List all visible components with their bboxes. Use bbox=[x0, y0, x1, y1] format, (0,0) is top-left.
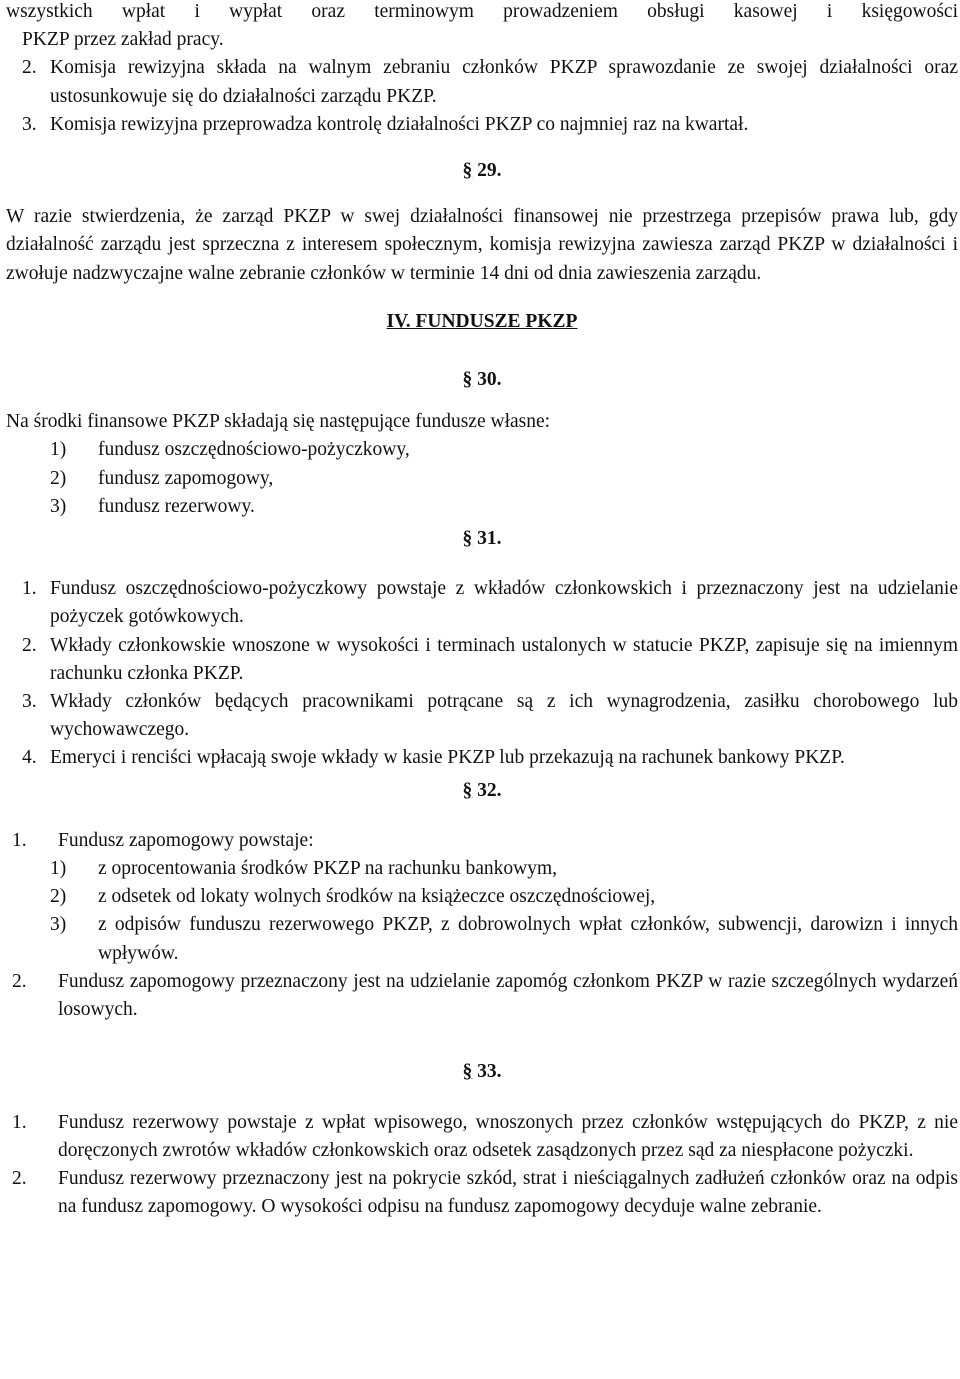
paragraph-symbol: § bbox=[462, 369, 473, 391]
item-text: Fundusz oszczędnościowo-pożyczkowy powstaje z wkładów członkowskich i przeznaczony jest na udzielanie pożyczek gotówkowych. bbox=[50, 578, 958, 628]
item-text: Komisja rewizyjna przeprowadza kontrolę działalności PKZP co najmniej raz na kwartał. bbox=[50, 113, 749, 135]
section-heading-33 bbox=[6, 1058, 958, 1086]
sub-list-item bbox=[6, 911, 958, 967]
section-number: 31. bbox=[477, 528, 502, 550]
item-number: 2. bbox=[12, 1167, 27, 1189]
list-item bbox=[6, 744, 958, 772]
item-text: Fundusz rezerwowy przeznaczony jest na pokrycie szkód, strat i nieściągalnych zadłużeń członków oraz na odpis na fundusz zapomogowy. O wysokości odpisu na fundusz zapomogowy decyduje walne zebranie. bbox=[58, 1167, 958, 1218]
section-heading-30 bbox=[6, 366, 958, 394]
item-text: Wkłady członkowskie wnoszone w wysokości i terminach ustalonych w statucie PKZP, zapisuje się na imiennym rachunku członka PKZP. bbox=[50, 634, 958, 684]
section-number: 29. bbox=[477, 160, 502, 182]
paragraph-symbol: § bbox=[462, 528, 473, 550]
section-heading-31 bbox=[6, 525, 958, 553]
paragraph-symbol: § bbox=[462, 779, 473, 801]
item-number: 3. bbox=[22, 113, 37, 135]
list-item bbox=[6, 493, 958, 521]
continuation-line-2: PKZP przez zakład pracy. bbox=[22, 29, 224, 51]
item-number: 2) bbox=[50, 467, 67, 489]
sub-list-item bbox=[6, 855, 958, 883]
document-page bbox=[6, 0, 958, 1221]
item-text: fundusz zapomogowy, bbox=[98, 467, 274, 489]
list-item bbox=[6, 1109, 958, 1165]
paragraph-symbol: § bbox=[462, 160, 473, 182]
continuation-line-1: wszystkich wpłat i wypłat oraz terminowym prowadzeniem obsługi kasowej i księgowości bbox=[6, 1, 958, 22]
item-text: z odpisów funduszu rezerwowego PKZP, z dobrowolnych wpłat członków, subwencji, darowizn i innych wpływów. bbox=[98, 914, 958, 964]
list-item bbox=[6, 111, 958, 139]
item-number: 1. bbox=[22, 578, 37, 600]
item-number: 2. bbox=[22, 634, 37, 656]
item-text: Fundusz zapomogowy powstaje: bbox=[58, 829, 314, 851]
section-number: 33. bbox=[477, 1061, 502, 1083]
item-number: 1. bbox=[12, 829, 27, 851]
section-number: 30. bbox=[477, 369, 502, 391]
list-item bbox=[6, 465, 958, 493]
list-item bbox=[6, 436, 958, 464]
paragraph-symbol: § bbox=[462, 1061, 473, 1083]
item-number: 1) bbox=[50, 439, 67, 461]
item-number: 3) bbox=[50, 495, 67, 517]
item-text: Emeryci i renciści wpłacają swoje wkłady w kasie PKZP lub przekazują na rachunek bankowy PKZP. bbox=[50, 747, 845, 769]
list-item bbox=[6, 688, 958, 744]
section-heading-32 bbox=[6, 777, 958, 805]
item-text: fundusz oszczędnościowo-pożyczkowy, bbox=[98, 439, 410, 461]
item-text: Fundusz zapomogowy przeznaczony jest na udzielanie zapomóg członkom PKZP w razie szczególnych wydarzeń losowych. bbox=[58, 970, 958, 1021]
item-text: fundusz rezerwowy. bbox=[98, 495, 255, 517]
item-text: z odsetek od lokaty wolnych środków na książeczce oszczędnościowej, bbox=[98, 886, 656, 908]
item-text: Komisja rewizyjna składa na walnym zebraniu członków PKZP sprawozdanie ze swojej działalności oraz ustosunkowuje się do działalności zarządu PKZP. bbox=[50, 57, 958, 107]
list-item bbox=[6, 1165, 958, 1221]
chapter-title: IV. FUNDUSZE PKZP bbox=[386, 310, 578, 332]
item-number: 1) bbox=[50, 858, 67, 880]
item-number: 2. bbox=[12, 970, 27, 992]
list-item bbox=[6, 632, 958, 688]
section-number: 32. bbox=[477, 779, 502, 801]
list-item bbox=[6, 827, 958, 855]
item-text: Fundusz rezerwowy powstaje z wpłat wpisowego, wnoszonych przez członków wstępujących do PKZP, z nie doręczonych zwrotów wkładów członkowskich oraz odsetek zasądzonych przez sąd za niespłacone pożyczki. bbox=[58, 1111, 958, 1161]
item-number: 1. bbox=[12, 1111, 27, 1133]
item-text: Wkłady członków będących pracownikami potrącane są z ich wynagrodzenia, zasiłku chorobowego lub wychowawczego. bbox=[50, 691, 958, 741]
section-29-text: W razie stwierdzenia, że zarząd PKZP w swej działalności finansowej nie przestrzega przepisów prawa lub, gdy działalność zarządu jest sprzeczna z interesem społecznym, komisja rewizyjna zawiesza zarząd PKZP w działalności i zwołuje nadzwyczajne walne zebranie członków w terminie 14 dni od dnia zawieszenia zarządu. bbox=[6, 206, 958, 284]
item-number: 4. bbox=[22, 747, 37, 769]
sub-list-item bbox=[6, 883, 958, 911]
item-number: 2) bbox=[50, 886, 67, 908]
list-item bbox=[6, 968, 958, 1024]
section-heading-29 bbox=[6, 157, 958, 185]
item-text: z oprocentowania środków PKZP na rachunku bankowym, bbox=[98, 858, 558, 880]
item-number: 2. bbox=[22, 57, 37, 79]
item-number: 3) bbox=[50, 914, 67, 936]
section-30-intro: Na środki finansowe PKZP składają się następujące fundusze własne: bbox=[6, 411, 551, 433]
item-number: 3. bbox=[22, 691, 37, 713]
list-item bbox=[6, 54, 958, 110]
list-item bbox=[6, 575, 958, 631]
